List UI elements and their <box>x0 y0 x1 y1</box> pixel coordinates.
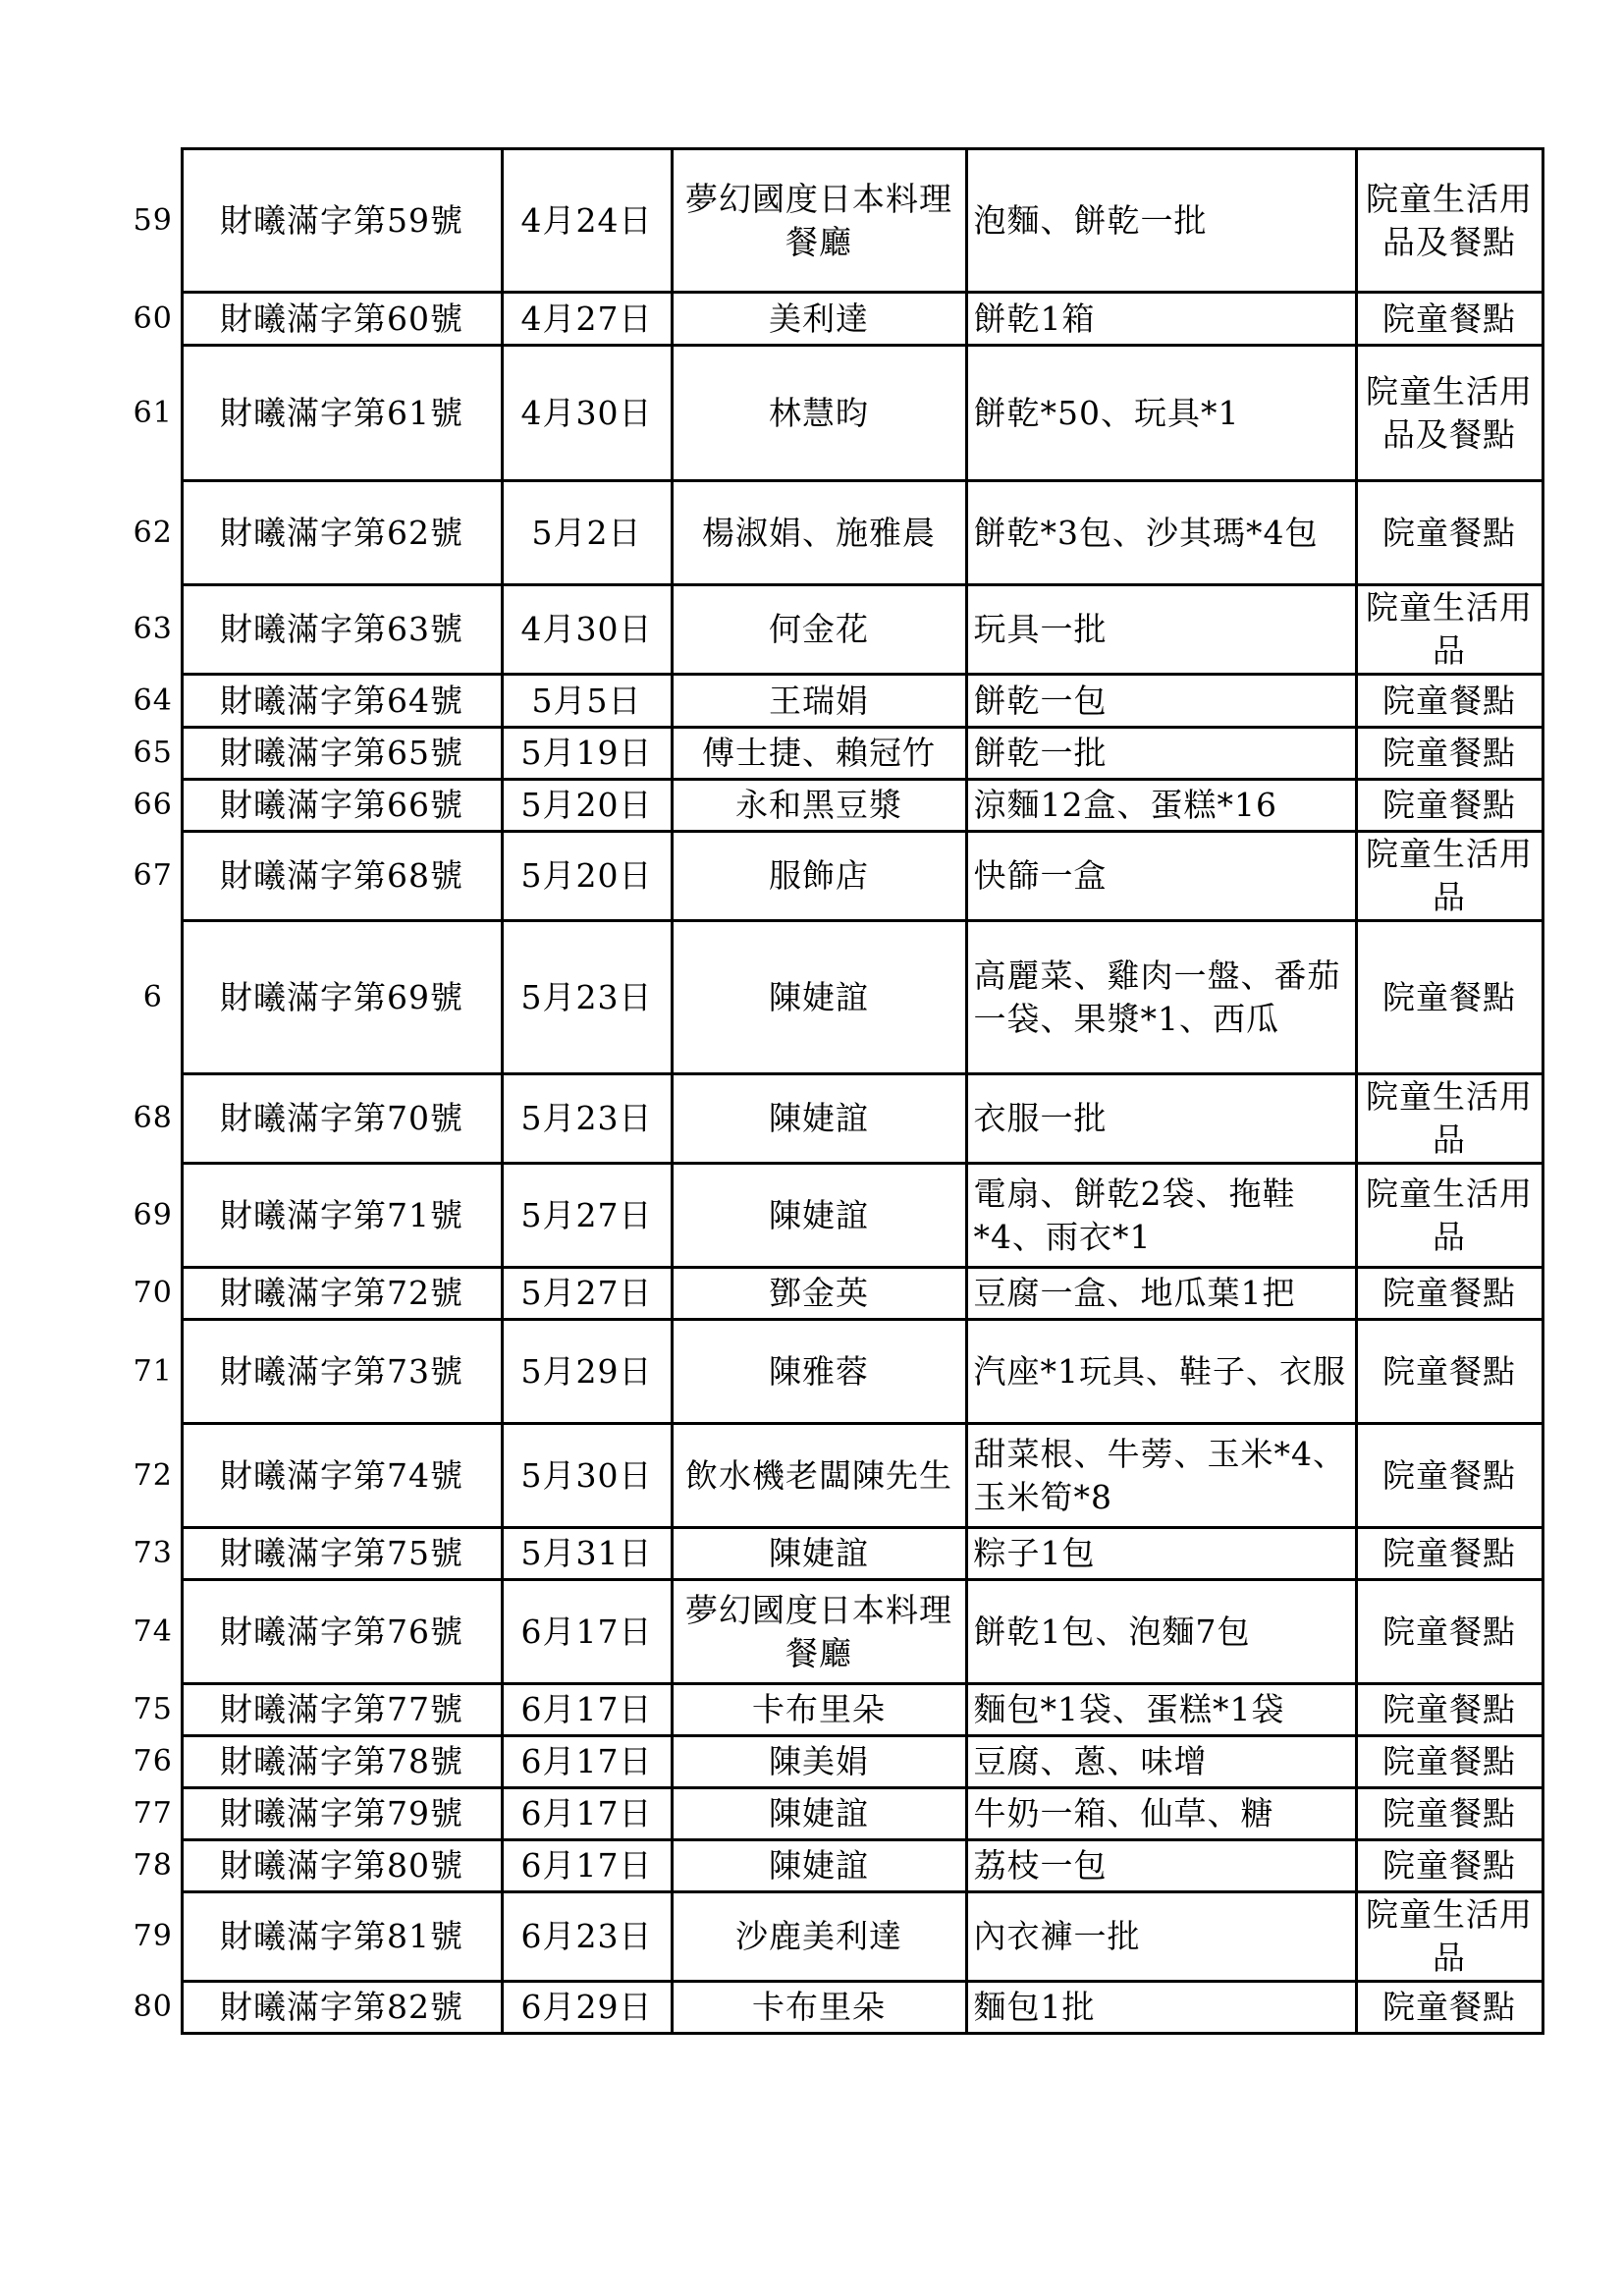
receipt-number: 財曦滿字第64號 <box>182 675 502 728</box>
table-row <box>126 293 1543 346</box>
table-row <box>126 728 1543 780</box>
receipt-number: 財曦滿字第70號 <box>182 1074 502 1164</box>
donor-name: 陳婕誼 <box>672 921 966 1074</box>
row-number: 70 <box>133 1276 173 1310</box>
donation-date: 5月31日 <box>502 1528 672 1580</box>
row-number: 6 <box>142 979 163 1014</box>
donation-purpose: 院童餐點 <box>1356 1424 1543 1528</box>
donation-date: 4月27日 <box>502 293 672 346</box>
receipt-number: 財曦滿字第75號 <box>182 1528 502 1580</box>
row-number: 75 <box>133 1692 173 1726</box>
receipt-number: 財曦滿字第68號 <box>182 832 502 921</box>
donated-items: 衣服一批 <box>966 1074 1356 1164</box>
donation-date: 6月23日 <box>502 1892 672 1982</box>
donor-name: 美利達 <box>672 293 966 346</box>
donation-purpose: 院童餐點 <box>1356 481 1543 585</box>
donation-date: 5月19日 <box>502 728 672 780</box>
receipt-number: 財曦滿字第73號 <box>182 1320 502 1424</box>
donation-date: 6月17日 <box>502 1788 672 1840</box>
donation-purpose: 院童生活用品 <box>1356 832 1543 921</box>
donation-purpose: 院童生活用品及餐點 <box>1356 346 1543 481</box>
donated-items: 粽子1包 <box>966 1528 1356 1580</box>
donation-date: 6月17日 <box>502 1736 672 1788</box>
row-number: 74 <box>133 1613 173 1649</box>
donation-purpose: 院童餐點 <box>1356 1840 1543 1892</box>
donation-date: 6月17日 <box>502 1580 672 1684</box>
donation-purpose: 院童餐點 <box>1356 1982 1543 2034</box>
row-number: 78 <box>133 1848 173 1883</box>
donation-date: 4月30日 <box>502 585 672 675</box>
donated-items: 豆腐一盒、地瓜葉1把 <box>966 1268 1356 1320</box>
donation-table-body <box>126 149 1543 2034</box>
donation-purpose: 院童生活用品 <box>1356 585 1543 675</box>
receipt-number: 財曦滿字第65號 <box>182 728 502 780</box>
row-number: 63 <box>133 612 173 646</box>
donor-name: 陳婕誼 <box>672 1840 966 1892</box>
donation-purpose: 院童餐點 <box>1356 1736 1543 1788</box>
receipt-number: 財曦滿字第61號 <box>182 346 502 481</box>
table-row <box>126 1268 1543 1320</box>
row-number: 59 <box>133 202 173 238</box>
donated-items: 快篩一盒 <box>966 832 1356 921</box>
donation-date: 5月2日 <box>502 481 672 585</box>
donated-items: 餅乾1箱 <box>966 293 1356 346</box>
donated-items: 麵包*1袋、蛋糕*1袋 <box>966 1684 1356 1736</box>
donor-name: 夢幻國度日本料理餐廳 <box>672 1580 966 1684</box>
donor-name: 陳婕誼 <box>672 1074 966 1164</box>
donation-purpose: 院童餐點 <box>1356 1580 1543 1684</box>
donated-items: 甜菜根、牛蒡、玉米*4、玉米筍*8 <box>966 1424 1356 1528</box>
donated-items: 餅乾1包、泡麵7包 <box>966 1580 1356 1684</box>
receipt-number: 財曦滿字第71號 <box>182 1164 502 1268</box>
table-row <box>126 1684 1543 1736</box>
row-number: 64 <box>133 683 173 718</box>
table-row <box>126 1840 1543 1892</box>
donation-purpose: 院童餐點 <box>1356 780 1543 832</box>
donor-name: 王瑞娟 <box>672 675 966 728</box>
row-number: 73 <box>133 1536 173 1570</box>
row-number: 68 <box>133 1101 173 1135</box>
donation-purpose: 院童餐點 <box>1356 1268 1543 1320</box>
donor-name: 服飾店 <box>672 832 966 921</box>
row-number: 80 <box>133 1990 173 2024</box>
table-row <box>126 481 1543 585</box>
table-row <box>126 346 1543 481</box>
table-row <box>126 1164 1543 1268</box>
donation-date: 5月23日 <box>502 1074 672 1164</box>
donor-name: 林慧昀 <box>672 346 966 481</box>
donated-items: 電扇、餅乾2袋、拖鞋*4、雨衣*1 <box>966 1164 1356 1268</box>
receipt-number: 財曦滿字第60號 <box>182 293 502 346</box>
donation-purpose: 院童餐點 <box>1356 293 1543 346</box>
receipt-number: 財曦滿字第69號 <box>182 921 502 1074</box>
donor-name: 何金花 <box>672 585 966 675</box>
row-number: 77 <box>133 1796 173 1831</box>
donor-name: 永和黑豆漿 <box>672 780 966 832</box>
row-number: 60 <box>133 301 173 336</box>
donation-purpose: 院童餐點 <box>1356 1684 1543 1736</box>
donation-purpose: 院童餐點 <box>1356 1320 1543 1424</box>
donated-items: 餅乾一包 <box>966 675 1356 728</box>
donation-purpose: 院童餐點 <box>1356 1528 1543 1580</box>
donor-name: 楊淑娟、施雅晨 <box>672 481 966 585</box>
donated-items: 餅乾一批 <box>966 728 1356 780</box>
donation-date: 5月5日 <box>502 675 672 728</box>
receipt-number: 財曦滿字第66號 <box>182 780 502 832</box>
donor-name: 傅士捷、賴冠竹 <box>672 728 966 780</box>
donated-items: 荔枝一包 <box>966 1840 1356 1892</box>
donation-purpose: 院童餐點 <box>1356 728 1543 780</box>
donor-name: 陳婕誼 <box>672 1164 966 1268</box>
table-row <box>126 1074 1543 1164</box>
row-number: 79 <box>133 1919 173 1953</box>
table-row <box>126 1528 1543 1580</box>
table-row <box>126 1424 1543 1528</box>
donated-items: 豆腐、蔥、味增 <box>966 1736 1356 1788</box>
donated-items: 餅乾*3包、沙其瑪*4包 <box>966 481 1356 585</box>
table-row <box>126 149 1543 293</box>
donor-name: 鄧金英 <box>672 1268 966 1320</box>
receipt-number: 財曦滿字第79號 <box>182 1788 502 1840</box>
donation-date: 4月30日 <box>502 346 672 481</box>
receipt-number: 財曦滿字第78號 <box>182 1736 502 1788</box>
donated-items: 涼麵12盒、蛋糕*16 <box>966 780 1356 832</box>
table-row <box>126 585 1543 675</box>
row-number: 65 <box>133 736 173 770</box>
table-row <box>126 780 1543 832</box>
donor-name: 卡布里朵 <box>672 1982 966 2034</box>
receipt-number: 財曦滿字第82號 <box>182 1982 502 2034</box>
receipt-number: 財曦滿字第77號 <box>182 1684 502 1736</box>
donation-purpose: 院童餐點 <box>1356 1788 1543 1840</box>
donor-name: 陳婕誼 <box>672 1528 966 1580</box>
donation-date: 6月17日 <box>502 1684 672 1736</box>
donor-name: 夢幻國度日本料理餐廳 <box>672 149 966 293</box>
donation-purpose: 院童生活用品 <box>1356 1074 1543 1164</box>
donation-date: 5月27日 <box>502 1164 672 1268</box>
row-number: 66 <box>133 788 173 822</box>
receipt-number: 財曦滿字第63號 <box>182 585 502 675</box>
donated-items: 麵包1批 <box>966 1982 1356 2034</box>
table-row <box>126 1982 1543 2034</box>
donation-date: 5月27日 <box>502 1268 672 1320</box>
receipt-number: 財曦滿字第74號 <box>182 1424 502 1528</box>
table-row <box>126 1320 1543 1424</box>
donation-date: 5月23日 <box>502 921 672 1074</box>
donation-purpose: 院童餐點 <box>1356 921 1543 1074</box>
donor-name: 飲水機老闆陳先生 <box>672 1424 966 1528</box>
donor-name: 卡布里朵 <box>672 1684 966 1736</box>
donation-date: 5月30日 <box>502 1424 672 1528</box>
row-number: 76 <box>133 1744 173 1778</box>
donation-date: 5月20日 <box>502 780 672 832</box>
receipt-number: 財曦滿字第80號 <box>182 1840 502 1892</box>
receipt-number: 財曦滿字第72號 <box>182 1268 502 1320</box>
donated-items: 玩具一批 <box>966 585 1356 675</box>
row-number: 67 <box>133 858 173 893</box>
table-row <box>126 1580 1543 1684</box>
donated-items: 汽座*1玩具、鞋子、衣服 <box>966 1320 1356 1424</box>
row-number: 69 <box>133 1197 173 1232</box>
row-number: 62 <box>133 515 173 550</box>
donation-date: 5月29日 <box>502 1320 672 1424</box>
receipt-number: 財曦滿字第59號 <box>182 149 502 293</box>
donation-purpose: 院童生活用品 <box>1356 1892 1543 1982</box>
row-number: 71 <box>133 1353 173 1389</box>
donated-items: 高麗菜、雞肉一盤、番茄一袋、果漿*1、西瓜 <box>966 921 1356 1074</box>
row-number: 61 <box>133 395 173 430</box>
donor-name: 陳美娟 <box>672 1736 966 1788</box>
donation-purpose: 院童生活用品 <box>1356 1164 1543 1268</box>
donor-name: 沙鹿美利達 <box>672 1892 966 1982</box>
donation-date: 4月24日 <box>502 149 672 293</box>
donated-items: 泡麵、餅乾一批 <box>966 149 1356 293</box>
donation-date: 5月20日 <box>502 832 672 921</box>
donation-table <box>126 147 1544 2035</box>
donation-purpose: 院童餐點 <box>1356 675 1543 728</box>
row-number: 72 <box>133 1457 173 1493</box>
table-row <box>126 675 1543 728</box>
donor-name: 陳婕誼 <box>672 1788 966 1840</box>
table-row <box>126 832 1543 921</box>
receipt-number: 財曦滿字第62號 <box>182 481 502 585</box>
table-row <box>126 1736 1543 1788</box>
receipt-number: 財曦滿字第81號 <box>182 1892 502 1982</box>
donation-purpose: 院童生活用品及餐點 <box>1356 149 1543 293</box>
receipt-number: 財曦滿字第76號 <box>182 1580 502 1684</box>
table-row <box>126 1892 1543 1982</box>
donated-items: 牛奶一箱、仙草、糖 <box>966 1788 1356 1840</box>
donation-date: 6月17日 <box>502 1840 672 1892</box>
donation-date: 6月29日 <box>502 1982 672 2034</box>
donor-name: 陳雅蓉 <box>672 1320 966 1424</box>
donated-items: 內衣褲一批 <box>966 1892 1356 1982</box>
table-row <box>126 1788 1543 1840</box>
table-row <box>126 921 1543 1074</box>
donated-items: 餅乾*50、玩具*1 <box>966 346 1356 481</box>
